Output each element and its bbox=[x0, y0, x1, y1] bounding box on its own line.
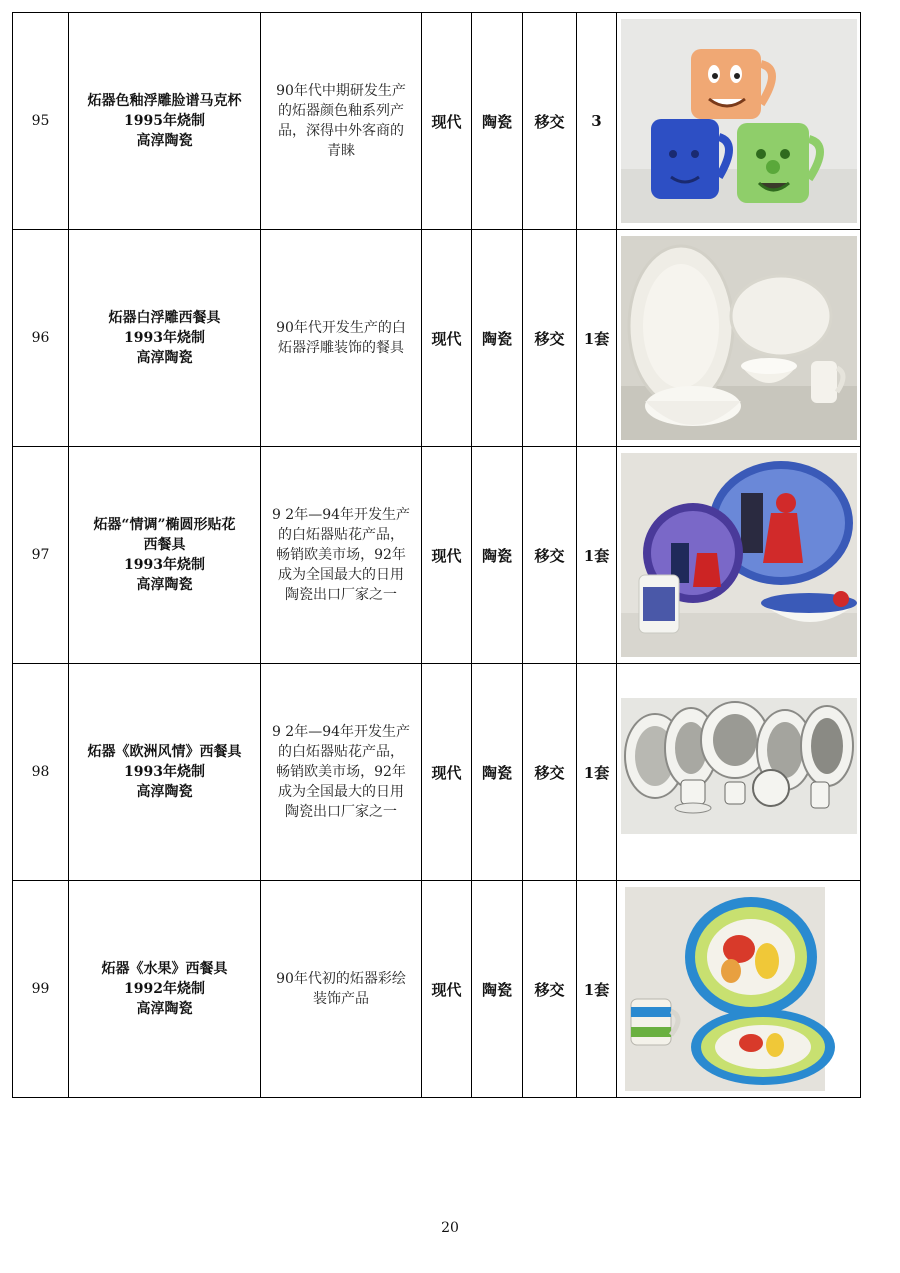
name-line: 高淳陶瓷 bbox=[136, 350, 193, 366]
item-number: 96 bbox=[13, 230, 69, 447]
table-row bbox=[13, 230, 861, 447]
name-line: 1993年烧制 bbox=[124, 764, 205, 780]
desc-line: 炻器浮雕装饰的餐具 bbox=[278, 340, 404, 356]
desc-line: 90年代开发生产的白 bbox=[276, 320, 406, 336]
item-quantity: 1套 bbox=[577, 881, 617, 1098]
item-name bbox=[69, 447, 261, 664]
page-number: 20 bbox=[441, 1220, 459, 1236]
item-source: 移交 bbox=[523, 881, 577, 1098]
desc-line: 成为全国最大的日用 bbox=[278, 567, 404, 583]
item-number: 95 bbox=[13, 13, 69, 230]
name-line: 炻器“情调”椭圆形贴花 bbox=[93, 517, 236, 533]
item-description bbox=[261, 447, 422, 664]
item-material: 陶瓷 bbox=[472, 664, 523, 881]
name-line: 炻器白浮雕西餐具 bbox=[108, 310, 221, 326]
item-photo-cell bbox=[617, 881, 861, 1098]
item-quantity: 1套 bbox=[577, 230, 617, 447]
name-line: 高淳陶瓷 bbox=[136, 133, 193, 149]
catalog-table bbox=[12, 12, 861, 1098]
desc-line: 9 2年—94年开发生产 bbox=[271, 724, 411, 740]
item-name bbox=[69, 230, 261, 447]
desc-line: 90年代初的炻器彩绘 bbox=[276, 971, 406, 987]
item-material: 陶瓷 bbox=[472, 447, 523, 664]
item-photo-cell bbox=[617, 230, 861, 447]
item-era: 现代 bbox=[422, 13, 472, 230]
item-source: 移交 bbox=[523, 230, 577, 447]
item-photo-cell bbox=[617, 664, 861, 881]
desc-line: 成为全国最大的日用 bbox=[278, 784, 404, 800]
item-number: 99 bbox=[13, 881, 69, 1098]
desc-line: 的白炻器贴花产品， bbox=[278, 527, 404, 543]
desc-line: 畅销欧美市场，92年 bbox=[276, 764, 406, 780]
name-line: 1993年烧制 bbox=[124, 330, 205, 346]
name-line: 西餐具 bbox=[143, 537, 186, 553]
name-line: 炻器《欧洲风情》西餐具 bbox=[87, 744, 242, 760]
name-line: 高淳陶瓷 bbox=[136, 784, 193, 800]
fruit-tableware-photo bbox=[621, 887, 857, 1091]
item-material: 陶瓷 bbox=[472, 881, 523, 1098]
decal-tableware-photo bbox=[621, 453, 857, 657]
item-number: 97 bbox=[13, 447, 69, 664]
desc-line: 陶瓷出口厂家之一 bbox=[285, 587, 397, 603]
table-row bbox=[13, 447, 861, 664]
item-description bbox=[261, 881, 422, 1098]
desc-line: 陶瓷出口厂家之一 bbox=[285, 804, 397, 820]
desc-line: 的白炻器贴花产品， bbox=[278, 744, 404, 760]
name-line: 1993年烧制 bbox=[124, 557, 205, 573]
face-mugs-photo bbox=[621, 19, 857, 223]
item-photo-cell bbox=[617, 447, 861, 664]
item-quantity: 1套 bbox=[577, 447, 617, 664]
item-era: 现代 bbox=[422, 230, 472, 447]
item-description bbox=[261, 13, 422, 230]
table-row bbox=[13, 881, 861, 1098]
item-name bbox=[69, 13, 261, 230]
item-era: 现代 bbox=[422, 664, 472, 881]
table-row bbox=[13, 13, 861, 230]
name-line: 1995年烧制 bbox=[124, 113, 205, 129]
desc-line: 畅销欧美市场，92年 bbox=[276, 547, 406, 563]
item-material: 陶瓷 bbox=[472, 13, 523, 230]
item-quantity: 1套 bbox=[577, 664, 617, 881]
item-era: 现代 bbox=[422, 881, 472, 1098]
item-source: 移交 bbox=[523, 447, 577, 664]
desc-line: 青睐 bbox=[327, 143, 355, 159]
desc-line: 品，深得中外客商的 bbox=[278, 123, 404, 139]
name-line: 1992年烧制 bbox=[124, 981, 205, 997]
name-line: 炻器色釉浮雕脸谱马克杯 bbox=[87, 93, 242, 109]
item-name bbox=[69, 664, 261, 881]
name-line: 炻器《水果》西餐具 bbox=[101, 961, 228, 977]
white-relief-tableware-photo bbox=[621, 236, 857, 440]
name-line: 高淳陶瓷 bbox=[136, 577, 193, 593]
item-source: 移交 bbox=[523, 664, 577, 881]
item-description bbox=[261, 230, 422, 447]
item-material: 陶瓷 bbox=[472, 230, 523, 447]
desc-line: 90年代中期研发生产 bbox=[276, 83, 406, 99]
item-name bbox=[69, 881, 261, 1098]
table-row bbox=[13, 664, 861, 881]
item-description bbox=[261, 664, 422, 881]
item-quantity: 3 bbox=[577, 13, 617, 230]
desc-line: 装饰产品 bbox=[313, 991, 369, 1007]
item-era: 现代 bbox=[422, 447, 472, 664]
name-line: 高淳陶瓷 bbox=[136, 1001, 193, 1017]
desc-line: 的炻器颜色釉系列产 bbox=[278, 103, 404, 119]
item-photo-cell bbox=[617, 13, 861, 230]
item-source: 移交 bbox=[523, 13, 577, 230]
european-style-tableware-photo bbox=[621, 670, 857, 874]
desc-line: 9 2年—94年开发生产 bbox=[271, 507, 411, 523]
item-number: 98 bbox=[13, 664, 69, 881]
